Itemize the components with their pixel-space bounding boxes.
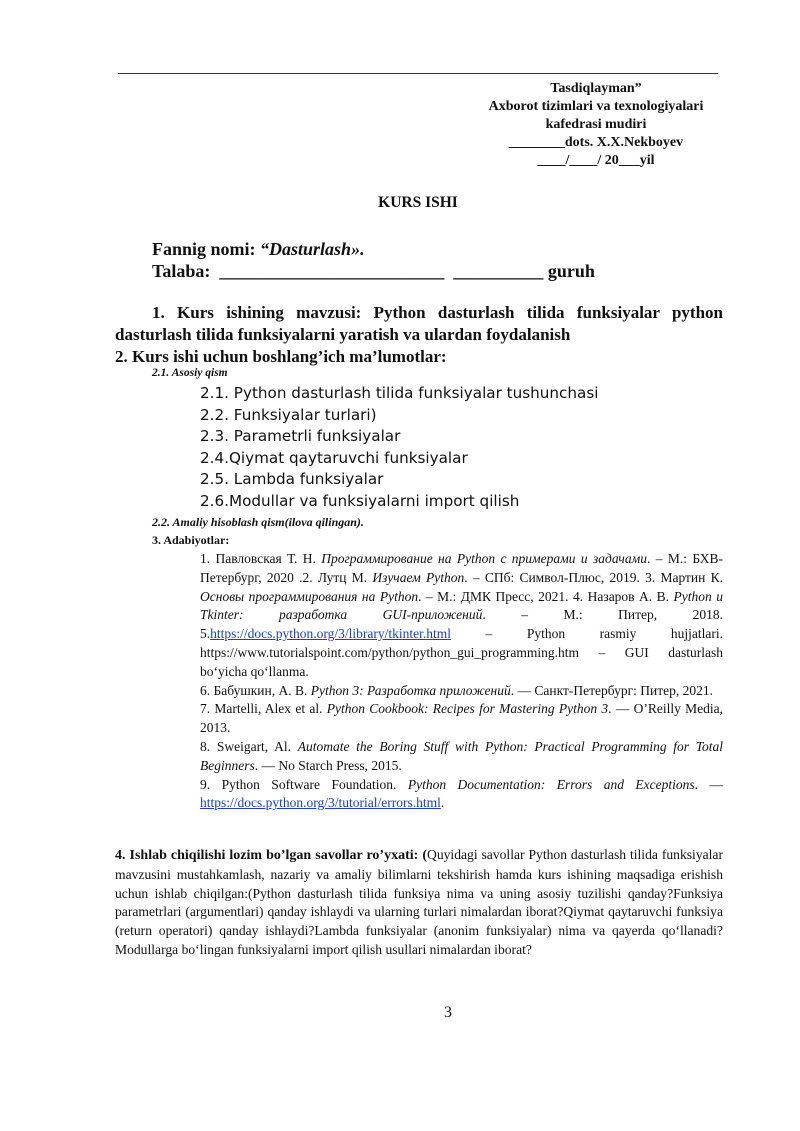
approval-line-2: Axborot tizimlari va texnologiyalari xyxy=(488,99,704,114)
ref-text: . — O’Reilly Media, 2013. xyxy=(200,701,723,736)
section-4-questions xyxy=(115,846,723,960)
approval-line-4: ________dots. X.X.Nekboyev xyxy=(508,135,684,150)
reference-link-tkinter[interactable]: https://docs.python.org/3/library/tkinter.html xyxy=(210,626,451,642)
ref-text: 6. Бабушкин, А. В. xyxy=(200,682,311,698)
ref-text: . – М.: Питер, 2018. 5. xyxy=(200,607,723,642)
reference-8 xyxy=(200,738,723,776)
ref-title: Python Cookbook: Recipes for Mastering Python 3 xyxy=(326,701,609,717)
subsection-main-part: 2.1. Asosiy qism xyxy=(152,367,228,379)
section-2-heading: 2. Kurs ishi uchun boshlang’ich ma’lumotlar: xyxy=(115,347,447,366)
contents-item: 2.4.Qiymat qaytaruvchi funksiyalar xyxy=(200,448,468,467)
ref-title: Изучаем Python xyxy=(372,569,465,585)
ref-text: 7. Martelli, Alex et al. xyxy=(200,701,327,717)
subject-value: “Dasturlash». xyxy=(260,239,365,259)
ref-title: Основы программирования на Python xyxy=(200,588,419,604)
ref-text: . – М.: БХВ-Петербург, 2020 .2. Лутц М. xyxy=(200,551,723,585)
contents-item: 2.2. Funksiyalar turlari) xyxy=(200,405,377,424)
reference-group-1-5 xyxy=(200,550,723,682)
ref-text: . — xyxy=(694,776,723,792)
subject-label: Fannig nomi: xyxy=(152,239,261,259)
reference-7 xyxy=(200,700,723,738)
section-1-topic: 1. Kurs ishining mavzusi: Python dasturlash tilida funksiyalar python dasturlash tilida funksiyalarni yaratish va ulardan foydalanish xyxy=(115,303,723,344)
ref-text: – Python rasmiy hujjatlari. https://www.tutorialspoint.com/python/python_gui_programming.htm – GUI dasturlash bo‘yicha qo‘llanma. xyxy=(200,626,723,679)
ref-title: Python 3: Разработка приложений xyxy=(310,682,511,698)
ref-text: . – М.: ДМК Пресс, 2021. 4. Назаров А. В. xyxy=(418,588,674,604)
ref-text: . xyxy=(440,795,445,811)
header-rule xyxy=(118,73,718,74)
reference-9 xyxy=(200,776,723,814)
subject-line xyxy=(152,238,365,260)
contents-item: 2.5. Lambda funksiyalar xyxy=(200,470,384,489)
approval-line-3: kafedrasi mudiri xyxy=(545,117,647,132)
contents-item: 2.6.Modullar va funksiyalarni import qilish xyxy=(200,491,520,510)
ref-text: 8. Sweigart, Al. xyxy=(200,738,298,754)
ref-text: . — No Starch Press, 2015. xyxy=(254,757,402,773)
student-line: Talaba: _________________________ __________ guruh xyxy=(152,261,595,281)
ref-title: Automate the Boring Stuff with Python: Practical Programming for Total Beginners xyxy=(200,738,723,773)
reference-link-errors[interactable]: https://docs.python.org/3/tutorial/errors.html xyxy=(200,795,441,811)
ref-text: 1. Павловская Т. Н. xyxy=(200,551,322,566)
approval-line-5: ____/____/ 20___yil xyxy=(537,153,655,168)
ref-title: Python Documentation: Errors and Exceptions xyxy=(407,776,695,792)
reference-6 xyxy=(200,682,723,701)
subsection-references: 3. Adabiyotlar: xyxy=(152,533,230,547)
approval-block xyxy=(470,80,722,170)
approval-line-1: Tasdiqlayman” xyxy=(550,81,642,96)
ref-text: 9. Python Software Foundation. xyxy=(200,776,408,792)
subsection-practical: 2.2. Amaliy hisoblash qism(ilova qilingan). xyxy=(152,515,364,529)
contents-list xyxy=(200,383,598,513)
contents-item: 2.3. Parametrli funksiyalar xyxy=(200,427,401,446)
ref-title: Программирование на Python с примерами и задачами xyxy=(321,551,647,566)
ref-text: . — Санкт-Петербург: Питер, 2021. xyxy=(510,682,714,698)
document-title: KURS ISHI xyxy=(378,194,458,211)
section-4-body: Quyidagi savollar Python dasturlash tilida funksiyalar mavzusini mustahkamlash, nazariy va amaliy bilimlarni tekshirish hamda kurs ishining maqsadiga erishish uchun ishlab chiqilgan:(Python dasturlash tilida funksiya nima va uning asosiy tuzilishi qanday?Funksiya parametrlari (argumentlari) qanday ishlaydi va ularning turlari nimalardan iborat?Qiymat qaytaruvchi funksiya (return operatori) qanday ishlaydi?Lambda funksiyalar (anonim funksiyalar) nima va qayerda qo‘llanadi? Modullarga bo‘lingan funksiyalarni import qilish usullari nimalardan iborat? xyxy=(115,847,723,957)
section-4-heading: 4. Ishlab chiqilishi lozim bo’lgan savollar ro’yxati: ( xyxy=(115,848,427,863)
ref-title: Python и Tkinter: разработка GUI-приложений xyxy=(200,588,723,623)
references-list xyxy=(200,550,723,813)
contents-item: 2.1. Python dasturlash tilida funksiyalar tushunchasi xyxy=(200,384,599,402)
ref-text: . – СПб: Символ-Плюс, 2019. 3. Мартин К. xyxy=(464,569,723,585)
page-number: 3 xyxy=(444,1004,452,1021)
